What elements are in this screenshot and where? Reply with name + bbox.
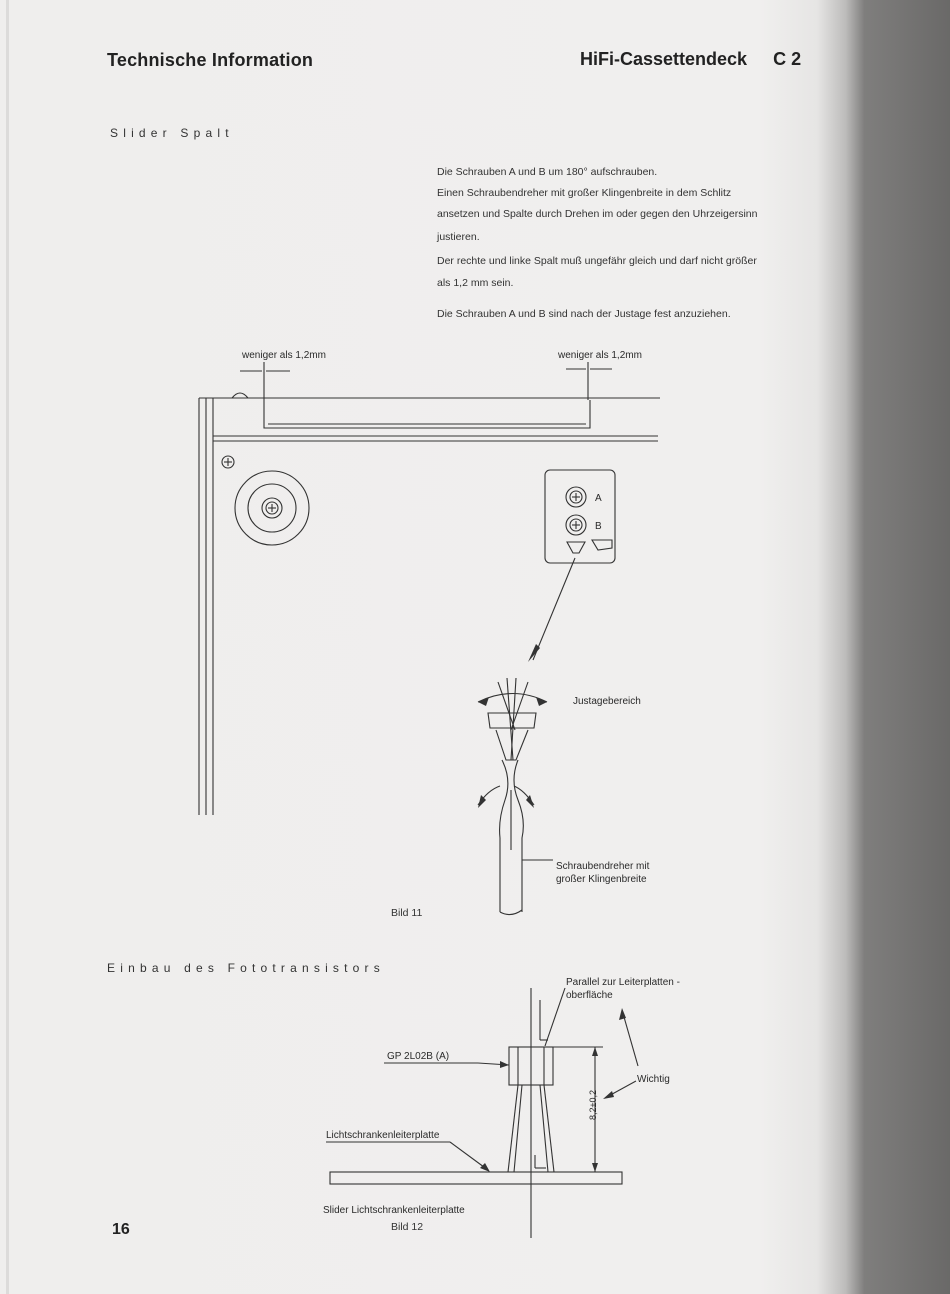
screwdriver-label-line-2: großer Klingenbreite [556, 874, 647, 885]
screwdriver-label-line-1: Schraubendreher mit [556, 861, 650, 872]
screw-a-label: A [595, 493, 602, 504]
bottom-board-label: Slider Lichtschrankenleiterplatte [323, 1205, 465, 1216]
important-label: Wichtig [637, 1074, 670, 1085]
paragraph-line-3: ansetzen und Spalte durch Drehen im oder gegen den Uhrzeigersinn [437, 208, 758, 220]
paragraph-line-5: Der rechte und linke Spalt muß ungefähr gleich und darf nicht größer [437, 255, 757, 267]
dimension-label: 8,2±0,2 [588, 1090, 598, 1120]
paragraph-line-7: Die Schrauben A und B sind nach der Justage fest anzuziehen. [437, 308, 731, 320]
part-number-label: GP 2L02B (A) [387, 1051, 450, 1062]
page-number: 16 [112, 1221, 130, 1238]
section-heading-slider-spalt: Slider Spalt [110, 126, 234, 140]
gap-right-label: weniger als 1,2mm [558, 350, 642, 361]
paragraph-line-1: Die Schrauben A und B um 180° aufschrauben. [437, 166, 658, 178]
header-product-name: HiFi-Cassettendeck [580, 49, 748, 69]
paragraph-line-6: als 1,2 mm sein. [437, 277, 514, 289]
parallel-label-line-2: oberfläche [566, 990, 613, 1001]
header-model: C 2 [773, 49, 802, 69]
section-heading-fototransistor: Einbau des Fototransistors [107, 961, 385, 975]
paragraph-line-4: justieren. [437, 231, 480, 243]
board-label: Lichtschrankenleiterplatte [326, 1130, 440, 1141]
figure-11-caption: Bild 11 [391, 907, 423, 919]
gap-left-label: weniger als 1,2mm [242, 350, 326, 361]
adjust-range-label: Justagebereich [573, 696, 641, 707]
screw-b-label: B [595, 521, 602, 532]
figure-12-caption: Bild 12 [391, 1221, 424, 1233]
paragraph-line-2: Einen Schraubendreher mit großer Klingenbreite in dem Schlitz [437, 187, 732, 199]
header-section-title: Technische Information [107, 50, 314, 70]
parallel-label-line-1: Parallel zur Leiterplatten - [566, 977, 680, 988]
